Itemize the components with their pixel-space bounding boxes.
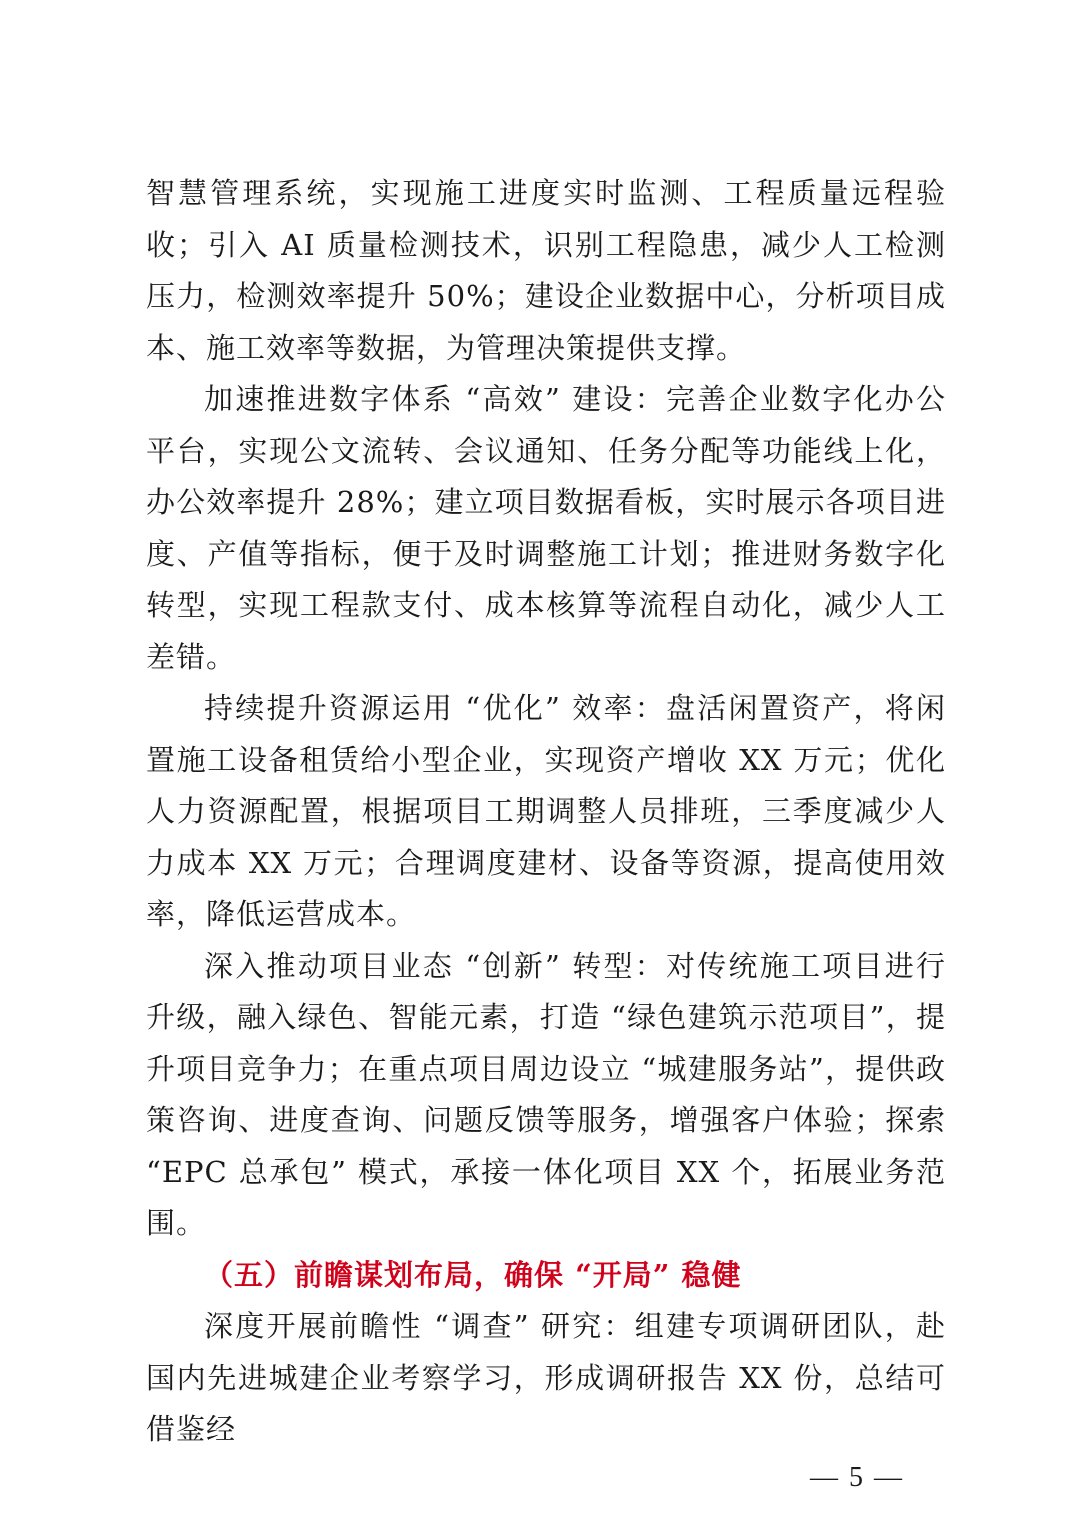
paragraph-digital-system: 加速推进数字体系 “高效” 建设：完善企业数字化办公平台，实现公文流转、会议通知、任务分配等功能线上化，办公效率提升 28%；建立项目数据看板，实时展示各项目进度、产值等指标，便于及时调整施工计划；推进财务数字化转型，实现工程款支付、成本核算等流程自动化，减少人工差错。 [146,382,946,674]
paragraph-project-innovation: 深入推动项目业态 “创新” 转型：对传统施工项目进行升级，融入绿色、智能元素，打造 “绿色建筑示范项目”，提升项目竞争力；在重点项目周边设立 “城建服务站”，提供政策咨询、进度查询、问题反馈等服务，增强客户体验；探索 “EPC 总承包” 模式，承接一体化项目 XX 个，拓展业务范围。 [146,948,946,1240]
paragraph-resource-optimization: 持续提升资源运用 “优化” 效率：盘活闲置资产，将闲置施工设备租赁给小型企业，实现资产增收 XX 万元；优化人力资源配置，根据项目工期调整人员排班，三季度减少人力成本 XX 万元；合理调度建材、设备等资源，提高使用效率，降低运营成本。 [146,691,946,931]
paragraph-research: 深度开展前瞻性 “调查” 研究：组建专项调研团队，赴国内先进城建企业考察学习，形成调研报告 XX 份，总结可借鉴经 [146,1309,946,1446]
paragraph-digital-management: 智慧管理系统，实现施工进度实时监测、工程质量远程验收；引入 AI 质量检测技术，识别工程隐患，减少人工检测压力，检测效率提升 50%；建设企业数据中心，分析项目成本、施工效率等数据，为管理决策提供支撑。 [146,176,946,365]
document-body [146,168,946,1456]
section-heading: （五）前瞻谋划布局，确保 “开局” 稳健 [204,1257,742,1292]
page-number: — 5 — [810,1462,904,1493]
